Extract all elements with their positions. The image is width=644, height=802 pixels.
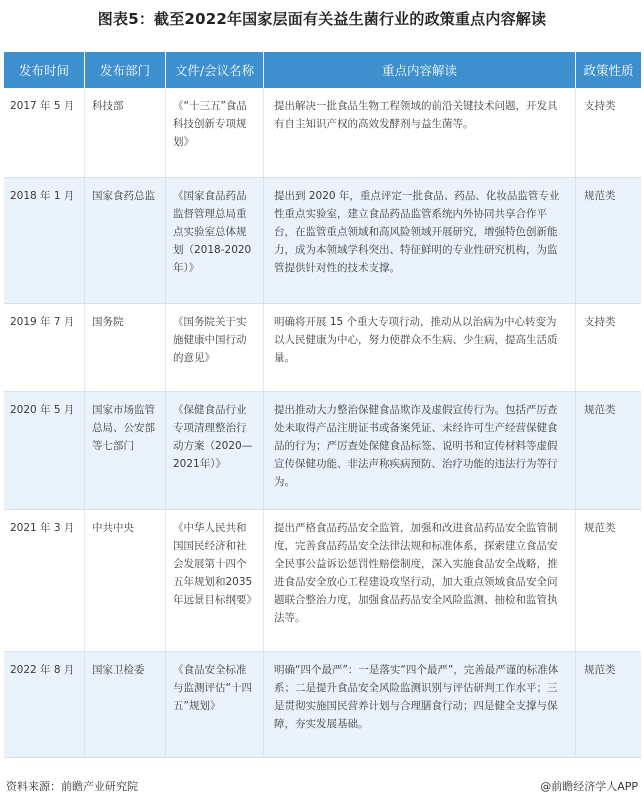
cell-date: 2018 年 1 月 [4,178,85,303]
footer [0,778,644,802]
table-row [4,392,641,510]
cell-content: 提出严格食品药品安全监管，加强和改进食品药品安全监管制度，完善食品药品安全法律法规和标准体系，探索建立食品安全民事公益诉讼惩罚性赔偿制度，深入实施食品安全战略，推进食品安全放心工程建设攻坚行动，加大重点领域食品安全问题联合整治力度，加强食品药品安全风险监测、抽检和监管执法等。 [264,510,576,651]
cell-content: 提出到 2020 年，重点评定一批食品、药品、化妆品监管专业性重点实验室，建立食品药品监管系统内外协同共享合作平台，在监管重点领域和高风险领域开展研究，增强特色创新能力，成为本领域学科突出、特征鲜明的专业性研究机构，为监管提供针对性的技术支撑。 [264,178,576,303]
cell-doc: 《保健食品行业专项清理整治行动方案（2020—2021年）》 [166,392,264,509]
cell-type: 支持类 [584,100,616,112]
cell-type: 规范类 [584,664,616,676]
policy-table [4,52,641,758]
cell-date: 2022 年 8 月 [4,652,85,757]
cell-dept: 中共中央 [85,510,166,651]
cell-date: 2020 年 5 月 [4,392,85,509]
col-header-date: 发布时间 [4,52,85,88]
cell-doc: 《国务院关于实施健康中国行动的意见》 [166,304,264,391]
cell-doc: 《国家食品药品监督管理总局重点实验室总体规划（2018-2020年）》 [166,178,264,303]
cell-date: 2017 年 5 月 [4,88,85,177]
table-row [4,510,641,652]
cell-dept: 科技部 [85,88,166,177]
col-header-content: 重点内容解读 [264,52,576,88]
table-header [4,52,641,88]
cell-date: 2019 年 7 月 [4,304,85,391]
brand-credit: @前瞻经济学人APP [540,780,638,793]
cell-doc: 《中华人民共和国国民经济和社会发展第十四个五年规划和2035 年远景目标纲要》 [166,510,264,651]
table-row [4,88,641,178]
cell-dept: 国务院 [85,304,166,391]
cell-content: 明确“四个最严”：一是落实“四个最严”，完善最严谨的标准体系；二是提升食品安全风险监测识别与评估研判工作水平；三是贯彻实施国民营养计划与合理膳食行动；四是健全支撑与保障，夯实发展基础。 [264,652,576,757]
cell-type: 支持类 [584,316,616,328]
cell-date: 2021 年 3 月 [4,510,85,651]
cell-type: 规范类 [584,404,616,416]
table-row [4,652,641,758]
cell-type: 规范类 [584,190,616,202]
table-row [4,304,641,392]
cell-dept: 国家食药总监 [85,178,166,303]
col-header-doc: 文件/会议名称 [166,52,264,88]
cell-doc: 《“十三五”食品科技创新专项规划》 [166,88,264,177]
cell-doc: 《食品安全标准与监测评估“十四五”规划》 [166,652,264,757]
cell-content: 提出解决一批食品生物工程领域的前沿关键技术问题，开发具有自主知识产权的高效发酵剂与益生菌等。 [264,88,576,177]
col-header-type: 政策性质 [583,63,634,78]
table-row [4,178,641,304]
col-header-dept: 发布部门 [85,52,166,88]
cell-content: 明确将开展 15 个重大专项行动，推动从以治病为中心转变为以人民健康为中心，努力使群众不生病、少生病，提高生活质量。 [264,304,576,391]
table-body [4,88,641,758]
source-note: 资料来源：前瞻产业研究院 [6,780,138,793]
cell-type: 规范类 [584,522,616,534]
cell-dept: 国家市场监管总局、公安部等七部门 [85,392,166,509]
cell-content: 提出推动大力整治保健食品欺诈及虚假宣传行为。包括严厉查处未取得产品注册证书或备案凭证、未经许可生产经营保健食品的行为；严厉查处保健食品标签、说明书和宣传材料等虚假宣传保健功能、非法声称疾病预防、治疗功能的违法行为等行为。 [264,392,576,509]
cell-dept: 国家卫检委 [85,652,166,757]
figure-title: 图表5：截至2022年国家层面有关益生菌行业的政策重点内容解读 [97,10,547,28]
